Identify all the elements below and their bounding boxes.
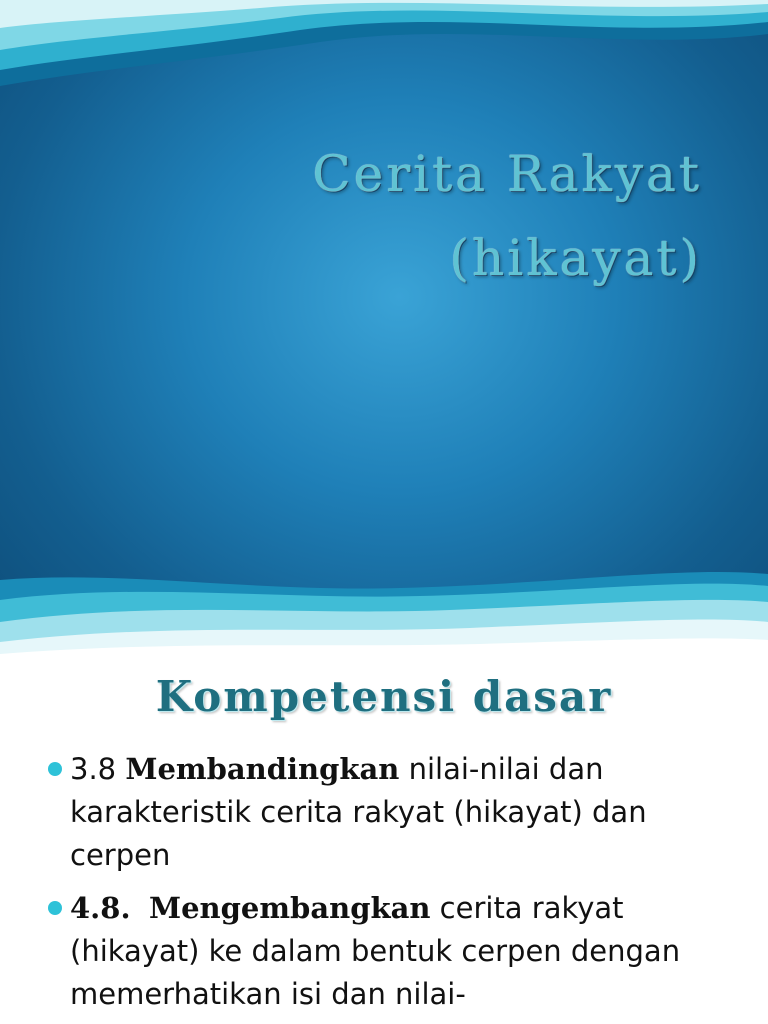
presentation-title xyxy=(312,132,702,300)
item-text: nilai-nilai dan karakteristik cerita rakyat (hikayat) dan cerpen xyxy=(70,752,647,872)
section-heading: Kompetensi dasar xyxy=(155,672,613,721)
item-text: cerita rakyat (hikayat) ke dalam bentuk cerpen dengan memerhatikan isi dan nilai- xyxy=(70,891,681,1011)
item-keyword: Membandingkan xyxy=(125,752,400,786)
bottom-wave-decoration xyxy=(0,560,768,660)
bullet-icon xyxy=(48,762,62,776)
content-slide xyxy=(0,660,768,1024)
item-keyword: Mengembangkan xyxy=(149,891,431,925)
bullet-icon xyxy=(48,901,62,915)
item-number: 4.8. xyxy=(70,891,131,925)
title-line-2: (hikayat) xyxy=(449,229,702,287)
top-wave-decoration xyxy=(0,0,768,100)
item-number: 3.8 xyxy=(70,752,117,786)
list-item xyxy=(44,887,744,1016)
competency-list xyxy=(44,748,744,1024)
title-line-1: Cerita Rakyat xyxy=(312,145,702,203)
list-item xyxy=(44,748,744,877)
